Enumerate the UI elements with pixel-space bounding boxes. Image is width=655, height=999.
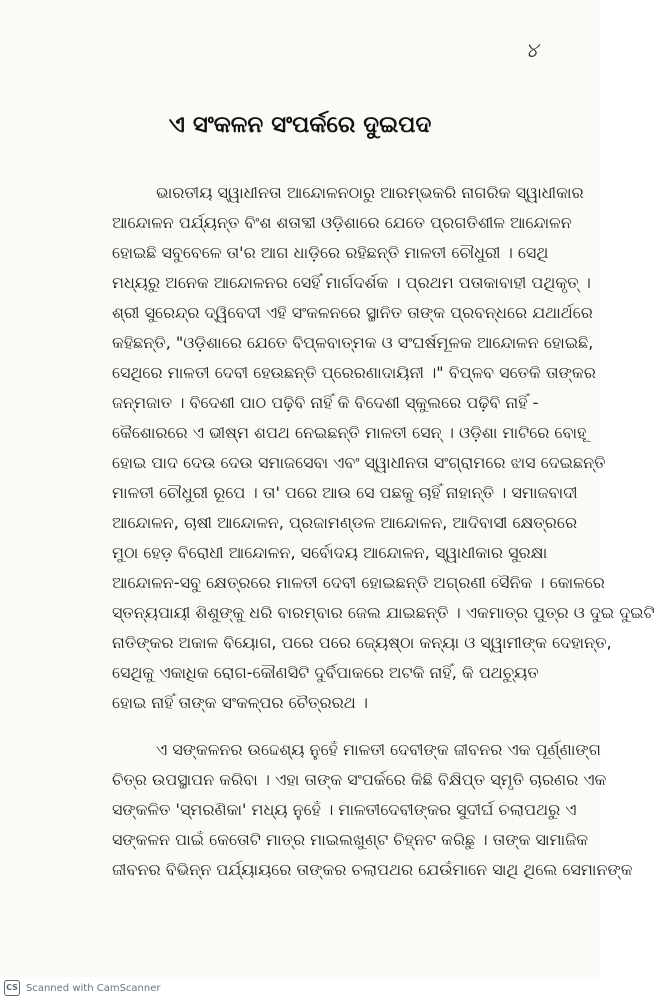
text-line: ହୋଇ ପାଦ ଦେଉ ଦେଉ ସମାଜସେବା ଏବଂ ସ୍ୱାଧୀନତା ସଂଗ୍ରାମରେ ଝାସ ଦେଇଛନ୍ତି [112, 453, 606, 472]
text-line: ସେଥିକୁ ଏକାଧିକ ରୋଗ-କୌଣସିଟି ଦୁର୍ବିପାକରେ ଅଟକି ନାହିଁ, କି ପଥଚ୍ୟୁତ [112, 663, 539, 682]
text-line: ଚିତ୍ର ଉପସ୍ଥାପନ କରିବା । ଏହା ତାଙ୍କ ସଂପର୍କରେ କିଛି ବିକ୍ଷିପ୍ତ ସ୍ମୃତି ଚାରଣର ଏକ [112, 770, 607, 789]
text-line: କହିଛନ୍ତି, "ଓଡ଼ିଶାରେ ଯେତେ ବିପ୍ଳବାତ୍ମକ ଓ ସଂଘର୍ଷମୂଳକ ଆନ୍ଦୋଳନ ହୋଇଛି, [112, 333, 594, 352]
text-line: ହୋଇଛି ସବୁବେଳେ ତା'ର ଆଗ ଧାଡ଼ିରେ ରହିଛନ୍ତି ମାଳତୀ ଚୌଧୁରୀ । ସେଥି [112, 243, 549, 262]
text-line: ମାଳତୀ ଚୌଧୁରୀ ରୂପେ । ତା' ପରେ ଆଉ ସେ ପଛକୁ ଚାହିଁ ନାହାନ୍ତି । ସମାଜବାଦୀ [112, 483, 578, 502]
text-line: ହୋଇ ନାହିଁ ତାଙ୍କ ସଂକଳ୍ପର ଚୈତ୍ରରଥ । [112, 693, 368, 712]
text-line: ମୁଠା ହେଡ଼ ବିରୋଧୀ ଆନ୍ଦୋଳନ, ସର୍ବୋଦୟ ଆନ୍ଦୋଳନ, ସ୍ୱାଧୀକାର ସୁରକ୍ଷା [112, 543, 548, 562]
text-line: ସେଥିରେ ମାଳତୀ ଦେବୀ ହେଉଛନ୍ତି ପ୍ରେରଣାଦାୟିନୀ ।" ବିପ୍ଳବ ସତେକି ତାଙ୍କର [112, 363, 596, 382]
text-line: ଆନ୍ଦୋଳନ, ଚାଷୀ ଆନ୍ଦୋଳନ, ପ୍ରଜାମଣ୍ଡଳ ଆନ୍ଦୋଳନ, ଆଦିବାସୀ କ୍ଷେତ୍ରରେ [112, 513, 578, 532]
text-line: ସଙ୍କଳିତ 'ସ୍ମରଣିକା' ମଧ୍ୟ ନୁହେଁ । ମାଳତୀଦେବୀଙ୍କର ସୁଦୀର୍ଘ ଚଲାପଥରୁ ଏ [112, 800, 577, 819]
watermark-text: Scanned with CamScanner [26, 982, 161, 994]
text-line: ସଙ୍କଳନ ପାଇଁ କେତୋଟି ମାତ୍ର ମାଇଲଖୁଣ୍ଟ ଚିହ୍ନଟ କରିଛୁ । ତାଙ୍କ ସାମାଜିକ [112, 830, 589, 849]
text-line: ଜନ୍ମଜାତ । ବିଦେଶୀ ପାଠ ପଢ଼ିବି ନାହିଁ କି ବିଦେଶୀ ସ୍କୁଲରେ ପଢ଼ିବି ନାହିଁ - [112, 393, 539, 412]
page-title: ଏ ସଂକଳନ ସଂପର୍କରେ ଦୁଇପଦ [168, 112, 432, 138]
text-line: ଆନ୍ଦୋଳନ-ସବୁ କ୍ଷେତ୍ରରେ ମାଳତୀ ଦେବୀ ହୋଇଛନ୍ତି ଅଗ୍ରଣୀ ସୈନିକ । କୋଳରେ [112, 573, 605, 592]
text-line: ଏ ସଙ୍କଳନର ଉଦ୍ଦେଶ୍ୟ ନୁହେଁ ମାଳତୀ ଦେବୀଙ୍କ ଜୀବନର ଏକ ପୂର୍ଣ୍ଣାଙ୍ଗ [156, 740, 601, 759]
text-line: ଆନ୍ଦୋଳନ ପର୍ଯ୍ୟନ୍ତ ବିଂଶ ଶତାବ୍ଦୀ ଓଡ଼ିଶାରେ ଯେତେ ପ୍ରଗତିଶୀଳ ଆନ୍ଦୋଳନ [112, 213, 572, 232]
scanner-watermark [0, 977, 600, 999]
camscanner-logo-icon: CS [4, 980, 20, 996]
text-line: ଶ୍ରୀ ସୁରେନ୍ଦ୍ର ଦ୍ୱିବେଦୀ ଏହି ସଂକଳନରେ ସ୍ଥାନିତ ତାଙ୍କ ପ୍ରବନ୍ଧରେ ଯଥାର୍ଥରେ [112, 303, 593, 322]
text-line: ସ୍ତନ୍ୟପାୟୀ ଶିଶୁଙ୍କୁ ଧରି ବାରମ୍ବାର ଜେଲ ଯାଇଛନ୍ତି । ଏକମାତ୍ର ପୁତ୍ର ଓ ଦୁଇ ଦୁଇଟି [112, 603, 655, 622]
page-number: ୪ [525, 38, 538, 62]
text-line: କୈଶୋରରେ ଏ ଭୀଷ୍ମ ଶପଥ ନେଇଛନ୍ତି ମାଳତୀ ସେନ୍ । ଓଡ଼ିଶା ମାଟିରେ ବୋହୂ [112, 423, 587, 442]
text-line: ମଧ୍ୟରୁ ଅନେକ ଆନ୍ଦୋଳନର ସେହିଁ ମାର୍ଗଦର୍ଶକ । ପ୍ରଥମ ପତାକାବାହୀ ପଥିକୃତ୍ । [112, 273, 591, 292]
text-line: ଭାରତୀୟ ସ୍ୱାଧୀନତା ଆନ୍ଦୋଳନଠାରୁ ଆରମ୍ଭକରି ନାଗରିକ ସ୍ୱାଧୀକାର [156, 183, 584, 202]
text-line: ଜୀବନର ବିଭିନ୍ନ ପର୍ଯ୍ୟାୟରେ ତାଙ୍କର ଚଲାପଥର ଯେଉଁମାନେ ସାଥି ଥିଲେ ସେମାନଙ୍କ [112, 860, 633, 879]
text-line: ନାତିଙ୍କର ଅକାଳ ବିୟୋଗ, ପରେ ପରେ ଜ୍ୟେଷ୍ଠା କନ୍ୟା ଓ ସ୍ୱାମୀଙ୍କ ଦେହାନ୍ତ, [112, 633, 612, 652]
